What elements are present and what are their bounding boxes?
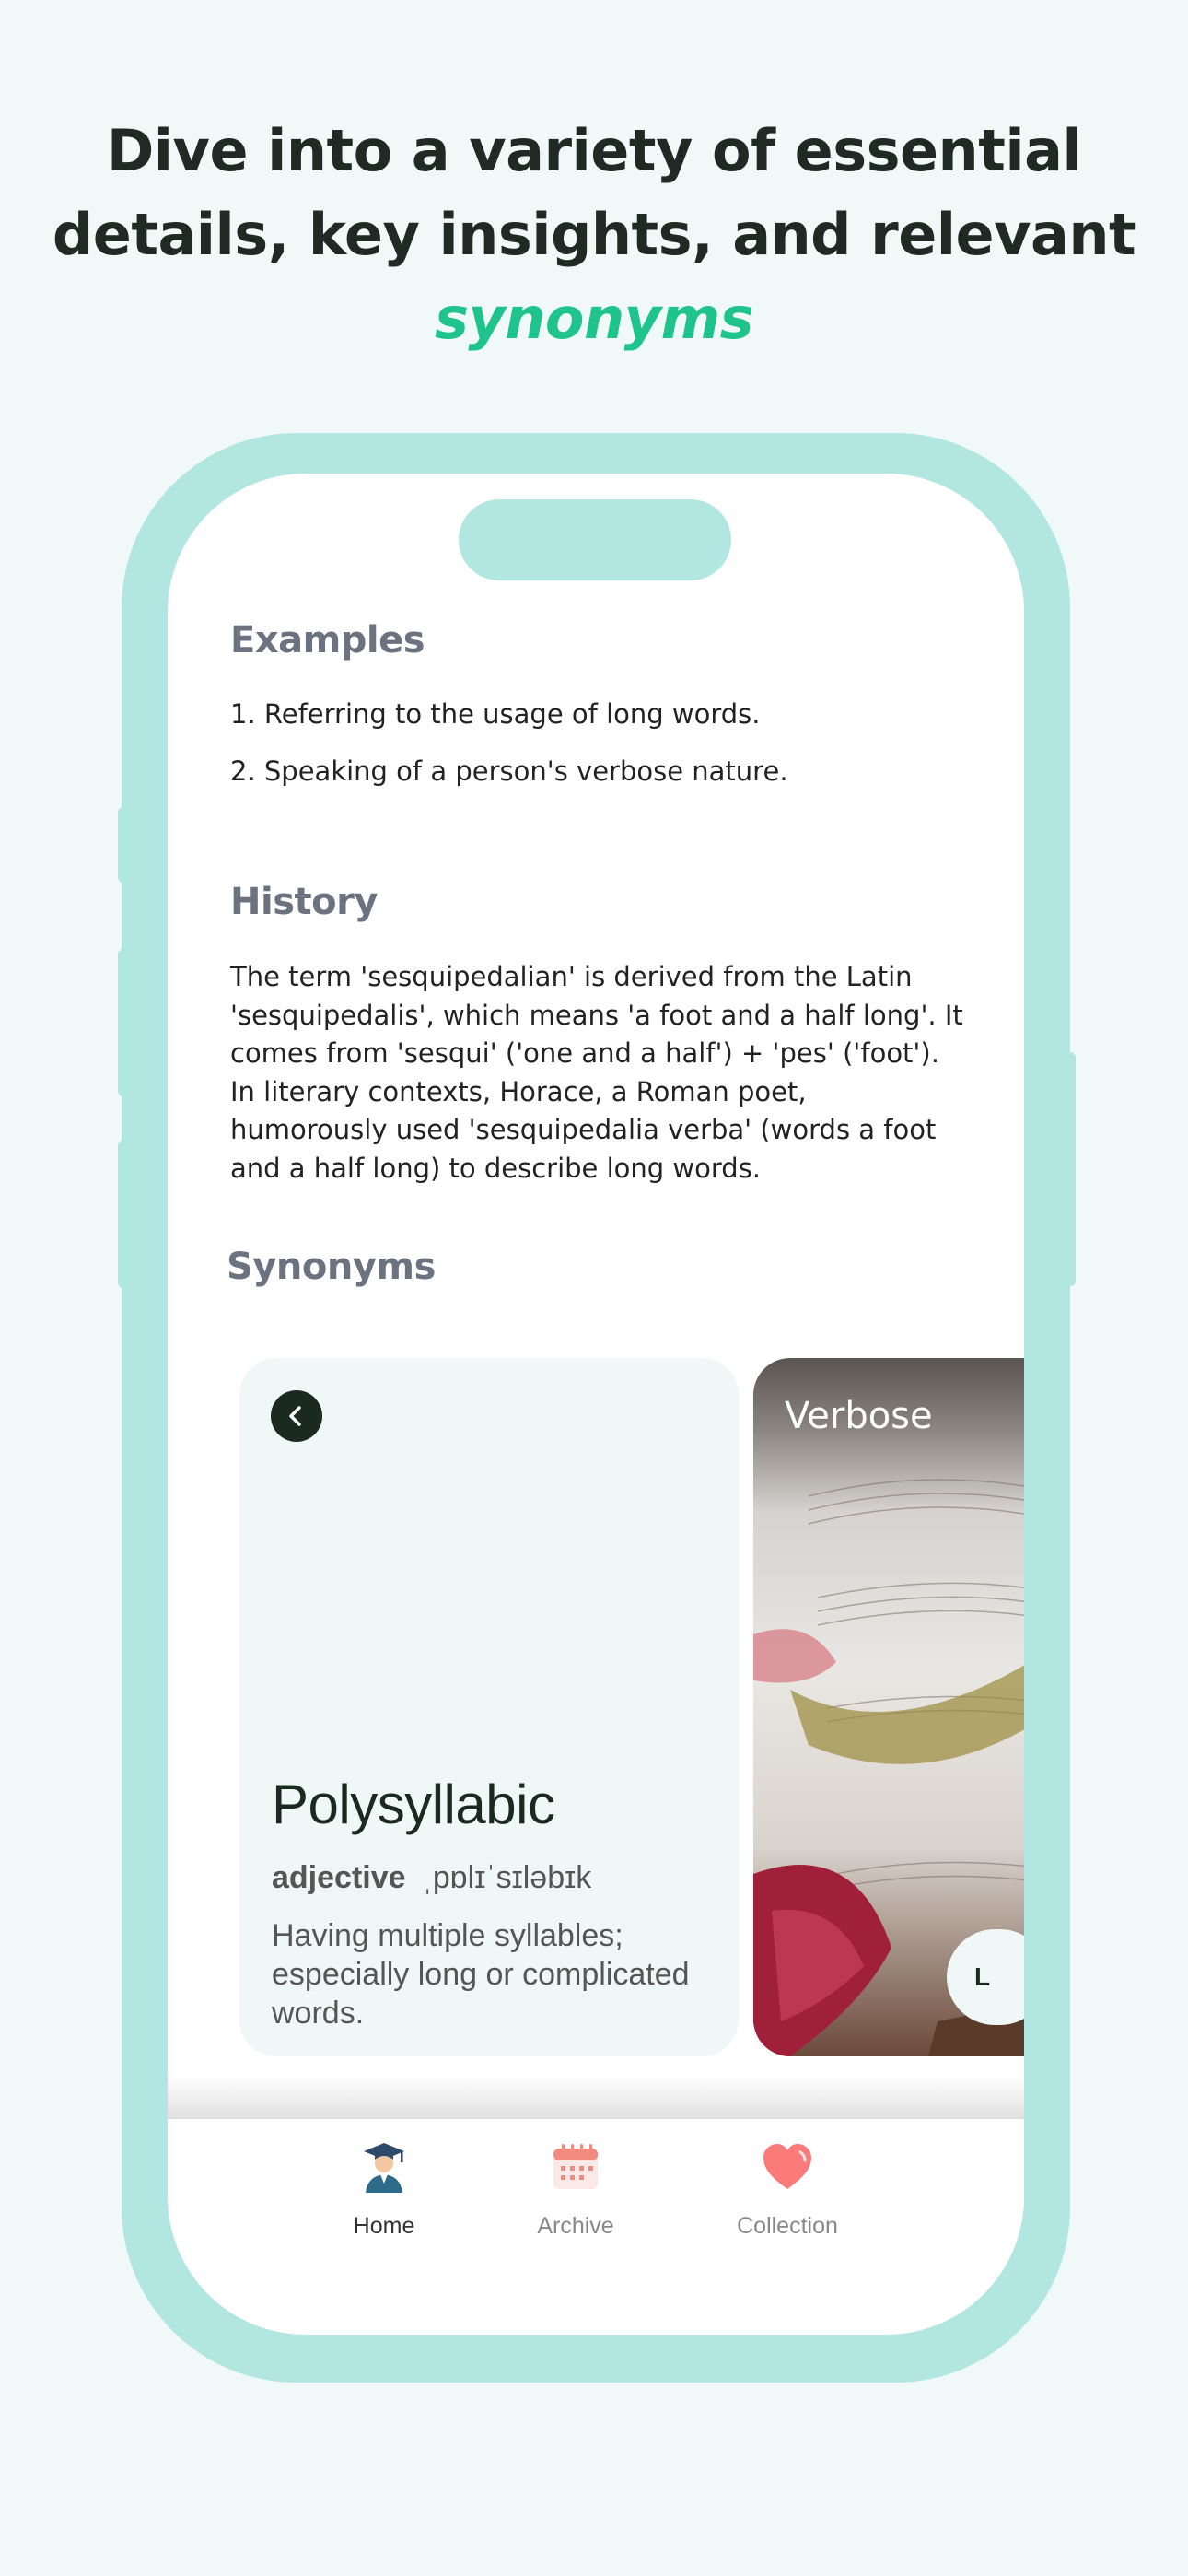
heart-icon <box>760 2139 815 2195</box>
examples-title: Examples <box>230 619 425 662</box>
tab-collection-label: Collection <box>737 2213 838 2239</box>
tab-home-label: Home <box>353 2213 415 2239</box>
next-card-label: L <box>974 1962 991 1991</box>
synonym-word: Polysyllabic <box>272 1774 555 1835</box>
back-button[interactable] <box>271 1390 322 1442</box>
tab-archive-label: Archive <box>537 2213 614 2239</box>
tabbar-shadow <box>168 2077 1024 2119</box>
phone-volume-up-button <box>118 949 129 1096</box>
tab-home[interactable] <box>306 2139 462 2240</box>
synonyms-title: Synonyms <box>227 1246 436 1288</box>
graduate-icon <box>356 2139 412 2195</box>
tab-collection[interactable] <box>709 2139 866 2240</box>
headline-line-2: details, key insights, and relevant <box>52 201 1136 268</box>
synonym-word-next: Verbose <box>785 1395 933 1437</box>
history-text: The term 'sesquipedalian' is derived from the Latin 'sesquipedalis', which means 'a foot and a half long'. It comes from 'sesqui' ('one and a half') + 'pes' ('foot'). In literary contexts, Horace, a Roman poet, humorously used 'sesquipedalia verba' (words a foot and a half long) to describe long words. <box>230 961 963 1184</box>
phone-screen <box>168 474 1024 2335</box>
headline-line-1: Dive into a variety of essential <box>106 117 1082 184</box>
tab-archive[interactable] <box>497 2139 654 2240</box>
phone-power-button <box>1063 1052 1076 1286</box>
tab-bar <box>168 2119 1024 2335</box>
headline-accent: synonyms <box>434 285 754 352</box>
headline <box>0 109 1188 360</box>
synonym-card-next[interactable] <box>753 1358 1024 2056</box>
phone-volume-down-button <box>118 1141 129 1288</box>
synonym-definition: Having multiple syllables; especially long or complicated words. <box>272 1918 690 2031</box>
calendar-icon <box>548 2139 603 2195</box>
example-item-1: 1. Referring to the usage of long words. <box>230 698 761 730</box>
chevron-left-icon <box>285 1404 309 1428</box>
dynamic-island <box>459 499 731 580</box>
pronunciation: ˌpɒlɪˈsɪləbɪk <box>422 1860 592 1895</box>
history-title: History <box>230 881 378 923</box>
synonym-card[interactable] <box>239 1358 739 2056</box>
synonym-pos-row <box>272 1860 591 1896</box>
phone-mute-button <box>118 807 129 883</box>
part-of-speech: adjective <box>272 1860 406 1895</box>
example-item-2: 2. Speaking of a person's verbose nature. <box>230 755 788 787</box>
